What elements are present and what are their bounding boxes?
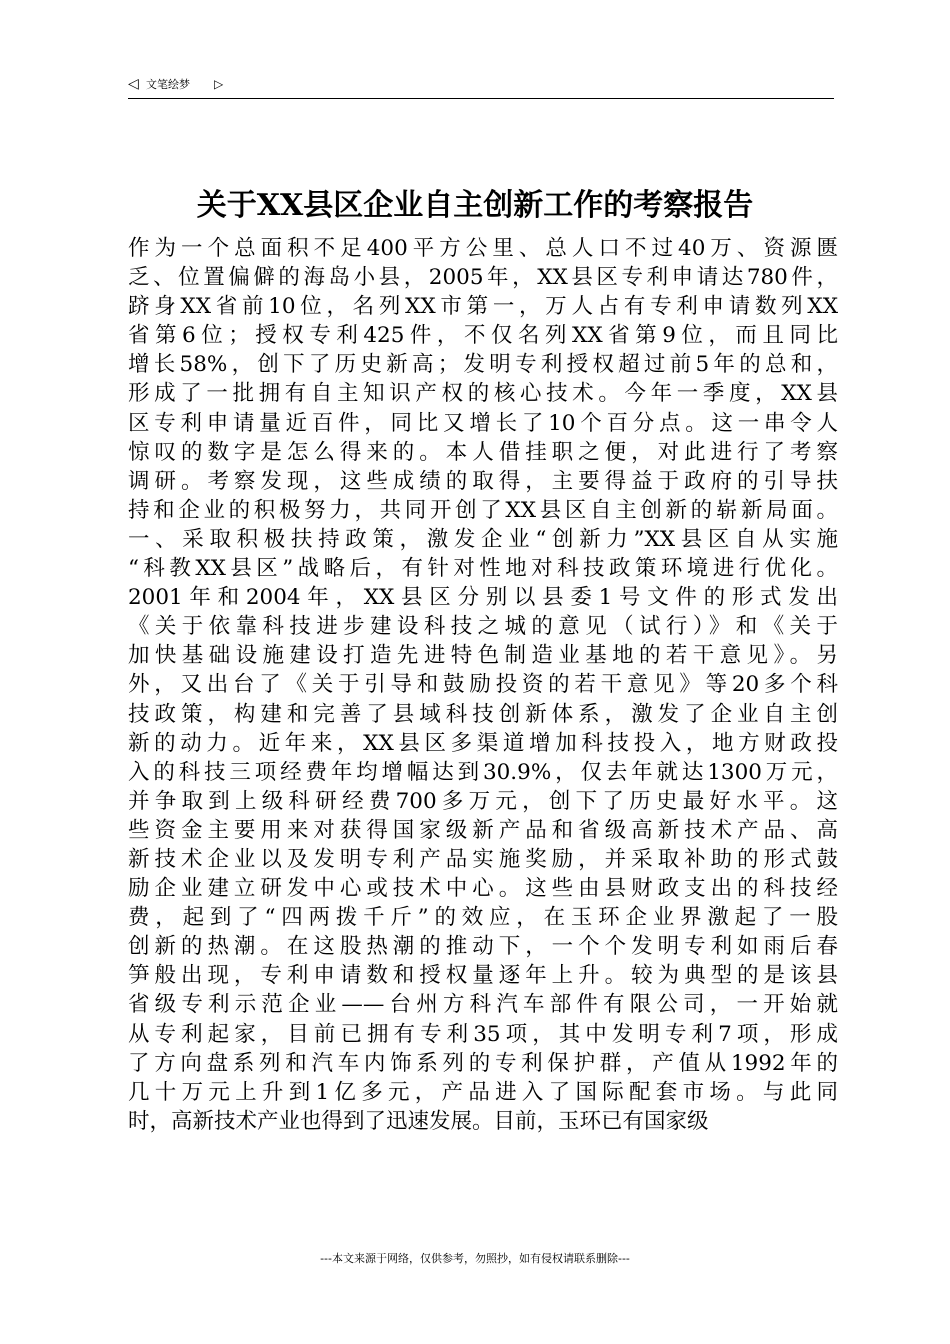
body-line: 了方向盘系列和汽车内饰系列的专利保护群，产值从1992年的 [128,1050,838,1076]
body-line: 技政策，构建和完善了县域科技创新体系，激发了企业自主创 [128,701,838,727]
document-body [128,234,838,1136]
left-triangle-icon: ◁ [128,76,139,92]
body-line: 创新的热潮。在这股热潮的推动下，一个个发明专利如雨后春 [128,934,838,960]
body-line: 省第6位；授权专利425件，不仅名列XX省第9位，而且同比 [128,323,838,349]
body-line: 外，又出台了《关于引导和鼓励投资的若干意见》等20多个科 [128,672,838,698]
body-line: 一、采取积极扶持政策，激发企业“创新力”XX县区自从实施 [128,526,838,552]
body-line: 些资金主要用来对获得国家级新产品和省级高新技术产品、高 [128,817,838,843]
body-line: 费，起到了“四两拨千斤”的效应，在玉环企业界激起了一股 [128,905,838,931]
body-line: 新技术企业以及发明专利产品实施奖励，并采取补助的形式鼓 [128,846,838,872]
body-line: 跻身XX省前10位，名列XX市第一，万人占有专利申请数列XX [128,294,838,320]
body-line: 增长58%，创下了历史新高；发明专利授权超过前5年的总和， [128,352,838,378]
body-line: 新的动力。近年来，XX县区多渠道增加科技投入，地方财政投 [128,730,838,756]
body-line: 乏、位置偏僻的海岛小县，2005年，XX县区专利申请达780件， [128,265,838,291]
body-line: 并争取到上级科研经费700多万元，创下了历史最好水平。这 [128,788,838,814]
body-line: “科教XX县区”战略后，有针对性地对科技政策环境进行优化。 [128,556,838,582]
body-line: 形成了一批拥有自主知识产权的核心技术。今年一季度，XX县 [128,381,838,407]
body-line: 《关于依靠科技进步建设科技之城的意见（试行）》和《关于 [128,614,838,640]
body-line: 从专利起家，目前已拥有专利35项，其中发明专利7项，形成 [128,1021,838,1047]
document-title: 关于XX县区企业自主创新工作的考察报告 [196,188,754,223]
body-line: 省级专利示范企业——台州方科汽车部件有限公司，一开始就 [128,992,838,1018]
body-line: 区专利申请量近百件，同比又增长了10个百分点。这一串令人 [128,410,838,436]
right-triangle-icon: ▷ [214,77,224,91]
body-line: 持和企业的积极努力，共同开创了XX县区自主创新的崭新局面。 [128,497,838,523]
page-header [128,76,834,99]
body-line: 入的科技三项经费年均增幅达到30.9%，仅去年就达1300万元， [128,759,838,785]
body-line: 时，高新技术产业也得到了迅速发展。目前，玉环已有国家级 [128,1108,709,1134]
header-text: 文笔绘梦 [146,78,190,91]
page-footer: ---本文来源于网络，仅供参考，勿照抄，如有侵权请联系删除--- [320,1252,630,1265]
body-line: 2001年和2004年，XX县区分别以县委1号文件的形式发出 [128,585,838,611]
body-line: 加快基础设施建设打造先进特色制造业基地的若干意见》。另 [128,643,838,669]
body-line: 励企业建立研发中心或技术中心。这些由县财政支出的科技经 [128,876,838,902]
body-line: 笋般出现，专利申请数和授权量逐年上升。较为典型的是该县 [128,963,838,989]
body-line: 惊叹的数字是怎么得来的。本人借挂职之便，对此进行了考察 [128,439,838,465]
body-line: 几十万元上升到1亿多元，产品进入了国际配套市场。与此同 [128,1079,838,1105]
body-line: 调研。考察发现，这些成绩的取得，主要得益于政府的引导扶 [128,468,838,494]
body-line: 作为一个总面积不足400平方公里、总人口不过40万、资源匮 [128,236,838,261]
